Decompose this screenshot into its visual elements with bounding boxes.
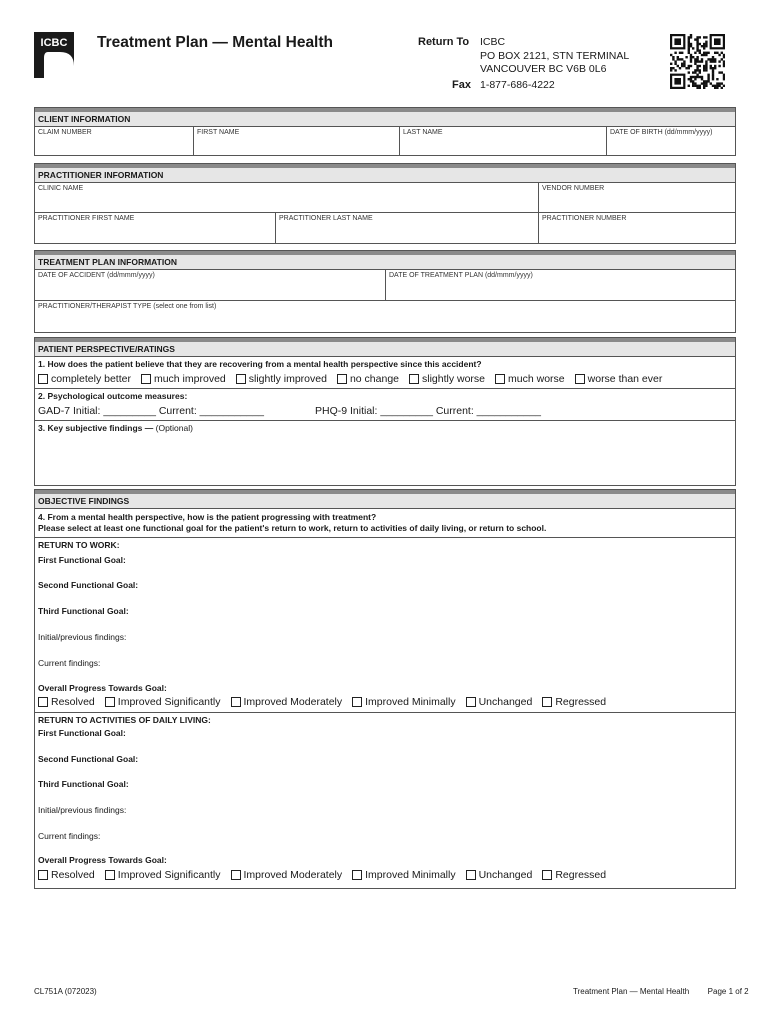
option-improved-significantly[interactable]: [105, 696, 221, 708]
patient-perspective-section: [34, 337, 736, 486]
section-heading: TREATMENT PLAN INFORMATION: [35, 255, 735, 270]
client-row: [35, 127, 735, 155]
work-progress-label: Overall Progress Towards Goal:: [38, 683, 167, 693]
checkbox[interactable]: [231, 697, 241, 707]
option-resolved[interactable]: [38, 696, 95, 708]
section-heading: CLIENT INFORMATION: [35, 112, 735, 127]
option-much-improved[interactable]: [141, 373, 226, 385]
field-label: CLAIM NUMBER: [38, 129, 92, 136]
practitioner-number-field[interactable]: [538, 213, 737, 243]
option-label: Resolved: [51, 869, 95, 881]
icbc-logo: [34, 32, 74, 78]
option-label: no change: [349, 373, 399, 385]
gad7-scores[interactable]: GAD-7 Initial: _________ Current: ___________: [38, 405, 264, 417]
checkbox[interactable]: [236, 374, 246, 384]
field-label: LAST NAME: [403, 129, 443, 136]
option-much-worse[interactable]: [495, 373, 565, 385]
treatment-plan-section: [34, 250, 736, 333]
return-to-work-heading: RETURN TO WORK:: [38, 540, 120, 550]
address-line: VANCOUVER BC V6B 0L6: [480, 63, 607, 75]
practitioner-first-name-field[interactable]: [35, 213, 275, 243]
field-label: PRACTITIONER NUMBER: [542, 215, 627, 222]
option-improved-minimally[interactable]: [352, 869, 455, 881]
logo-text: ICBC: [40, 37, 68, 49]
option-label: Improved Moderately: [243, 869, 343, 881]
option-unchanged[interactable]: [466, 696, 533, 708]
return-to-work-block: [35, 538, 735, 713]
option-label: Improved Minimally: [365, 696, 456, 708]
question-2: 2. Psychological outcome measures:: [38, 391, 188, 401]
option-label: Unchanged: [478, 869, 533, 881]
recovery-options: [35, 372, 735, 386]
field-label: VENDOR NUMBER: [542, 185, 605, 192]
form-title: Treatment Plan — Mental Health: [97, 34, 333, 51]
work-current-findings[interactable]: Current findings:: [38, 658, 101, 668]
option-label: completely better: [51, 373, 131, 385]
checkbox[interactable]: [542, 870, 552, 880]
qr-code: [670, 34, 725, 89]
checkbox[interactable]: [337, 374, 347, 384]
option-label: Improved Significantly: [117, 696, 221, 708]
option-label: Unchanged: [478, 696, 533, 708]
adl-second-goal[interactable]: Second Functional Goal:: [38, 754, 139, 764]
adl-initial-findings[interactable]: Initial/previous findings:: [38, 805, 127, 815]
field-label: DATE OF BIRTH (dd/mmm/yyyy): [610, 129, 713, 136]
option-label: much improved: [153, 373, 226, 385]
client-information-section: [34, 107, 736, 156]
option-resolved[interactable]: [38, 869, 95, 881]
option-worse-than-ever[interactable]: [575, 373, 663, 385]
option-unchanged[interactable]: [466, 869, 533, 881]
option-improved-moderately[interactable]: [231, 696, 343, 708]
first-name-field[interactable]: [193, 127, 399, 155]
checkbox[interactable]: [542, 697, 552, 707]
return-to-label: Return To: [418, 36, 470, 48]
question-1: 1. How does the patient believe that they are recovering from a mental health perspective since this accident?: [38, 359, 482, 369]
option-label: Improved Minimally: [365, 869, 456, 881]
footer-info: [573, 987, 749, 996]
option-label: slightly worse: [422, 373, 486, 385]
phq9-scores[interactable]: PHQ-9 Initial: _________ Current: ___________: [315, 405, 541, 417]
option-label: worse than ever: [587, 373, 663, 385]
adl-third-goal[interactable]: Third Functional Goal:: [38, 779, 129, 789]
page-number: Page 1 of 2: [707, 987, 749, 996]
option-improved-significantly[interactable]: [105, 869, 221, 881]
option-slightly-improved[interactable]: [236, 373, 327, 385]
question-4-line-2: Please select at least one functional goal for the patient's return to work, return to activities of daily living, or return to school.: [38, 523, 547, 533]
date-of-treatment-plan-field[interactable]: [385, 270, 737, 300]
therapist-type-select[interactable]: [35, 301, 737, 332]
last-name-field[interactable]: [399, 127, 606, 155]
return-to-adl-heading: RETURN TO ACTIVITIES OF DAILY LIVING:: [38, 715, 211, 725]
objective-findings-section: [34, 489, 736, 889]
question-3-label: 3. Key subjective findings —: [38, 423, 154, 433]
date-of-birth-field[interactable]: [606, 127, 737, 155]
work-progress-options: [35, 695, 609, 709]
checkbox[interactable]: [141, 374, 151, 384]
checkbox[interactable]: [575, 374, 585, 384]
work-first-goal[interactable]: First Functional Goal:: [38, 555, 126, 565]
return-to-adl-block: [35, 713, 735, 887]
option-regressed[interactable]: [542, 696, 606, 708]
option-completely-better[interactable]: [38, 373, 131, 385]
field-label: PRACTITIONER FIRST NAME: [38, 215, 135, 222]
subjective-findings-row[interactable]: [35, 421, 735, 485]
checkbox[interactable]: [38, 870, 48, 880]
fax-number: 1-877-686-4222: [480, 79, 555, 91]
form-code: CL751A (072023): [34, 987, 97, 996]
option-label: Resolved: [51, 696, 95, 708]
option-label: Regressed: [555, 696, 607, 708]
outcome-measures-row: [35, 389, 735, 421]
address-line: ICBC: [480, 36, 506, 48]
question-4-line-1: 4. From a mental health perspective, how is the patient progressing with treatment?: [38, 512, 377, 522]
section-heading: OBJECTIVE FINDINGS: [35, 494, 735, 509]
option-label: Improved Moderately: [243, 696, 343, 708]
work-second-goal[interactable]: Second Functional Goal:: [38, 580, 139, 590]
adl-first-goal[interactable]: First Functional Goal:: [38, 728, 126, 738]
checkbox[interactable]: [466, 870, 476, 880]
checkbox[interactable]: [352, 870, 362, 880]
option-slightly-worse[interactable]: [409, 373, 485, 385]
field-label: PRACTITIONER LAST NAME: [279, 215, 373, 222]
field-label: FIRST NAME: [197, 129, 240, 136]
option-no-change[interactable]: [337, 373, 399, 385]
question-4-row: [35, 509, 735, 538]
checkbox[interactable]: [105, 697, 115, 707]
checkbox[interactable]: [38, 697, 48, 707]
option-regressed[interactable]: [542, 869, 606, 881]
checkbox[interactable]: [231, 870, 241, 880]
practitioner-row-2: [35, 213, 735, 243]
vendor-number-field[interactable]: [538, 183, 737, 212]
section-heading: PATIENT PERSPECTIVE/RATINGS: [35, 342, 735, 357]
checkbox[interactable]: [409, 374, 419, 384]
question-3: [35, 421, 735, 436]
practitioner-last-name-field[interactable]: [275, 213, 538, 243]
address-line: PO BOX 2121, STN TERMINAL: [480, 49, 630, 62]
work-third-goal[interactable]: Third Functional Goal:: [38, 606, 129, 616]
option-improved-minimally[interactable]: [352, 696, 455, 708]
date-of-accident-field[interactable]: [35, 270, 385, 300]
adl-progress-label: Overall Progress Towards Goal:: [38, 855, 167, 865]
field-label: DATE OF TREATMENT PLAN (dd/mmm/yyyy): [389, 272, 533, 279]
work-initial-findings[interactable]: Initial/previous findings:: [38, 632, 127, 642]
option-label: Improved Significantly: [117, 869, 221, 881]
section-heading: PRACTITIONER INFORMATION: [35, 168, 735, 183]
checkbox[interactable]: [38, 374, 48, 384]
field-label: PRACTITIONER/THERAPIST TYPE (select one from list): [38, 303, 217, 310]
adl-progress-options: [35, 868, 609, 882]
outcome-measures: [35, 404, 735, 418]
claim-number-field[interactable]: [35, 127, 193, 155]
recovery-question-row: [35, 357, 735, 389]
option-improved-moderately[interactable]: [231, 869, 343, 881]
practitioner-information-section: [34, 163, 736, 244]
checkbox[interactable]: [105, 870, 115, 880]
checkbox[interactable]: [352, 697, 362, 707]
adl-current-findings[interactable]: Current findings:: [38, 831, 101, 841]
practitioner-row-1: [35, 183, 735, 213]
clinic-name-field[interactable]: [35, 183, 538, 212]
fax-label: Fax: [452, 79, 471, 91]
footer-form-name: Treatment Plan — Mental Health: [573, 987, 690, 996]
checkbox[interactable]: [466, 697, 476, 707]
optional-label: (Optional): [155, 423, 193, 433]
question-4: [35, 509, 735, 536]
field-label: DATE OF ACCIDENT (dd/mmm/yyyy): [38, 272, 155, 279]
checkbox[interactable]: [495, 374, 505, 384]
option-label: slightly improved: [248, 373, 327, 385]
field-label: CLINIC NAME: [38, 185, 84, 192]
treatment-row-1: [35, 270, 735, 301]
treatment-row-2: [35, 301, 735, 332]
option-label: Regressed: [555, 869, 607, 881]
option-label: much worse: [508, 373, 565, 385]
return-address: [480, 36, 629, 77]
